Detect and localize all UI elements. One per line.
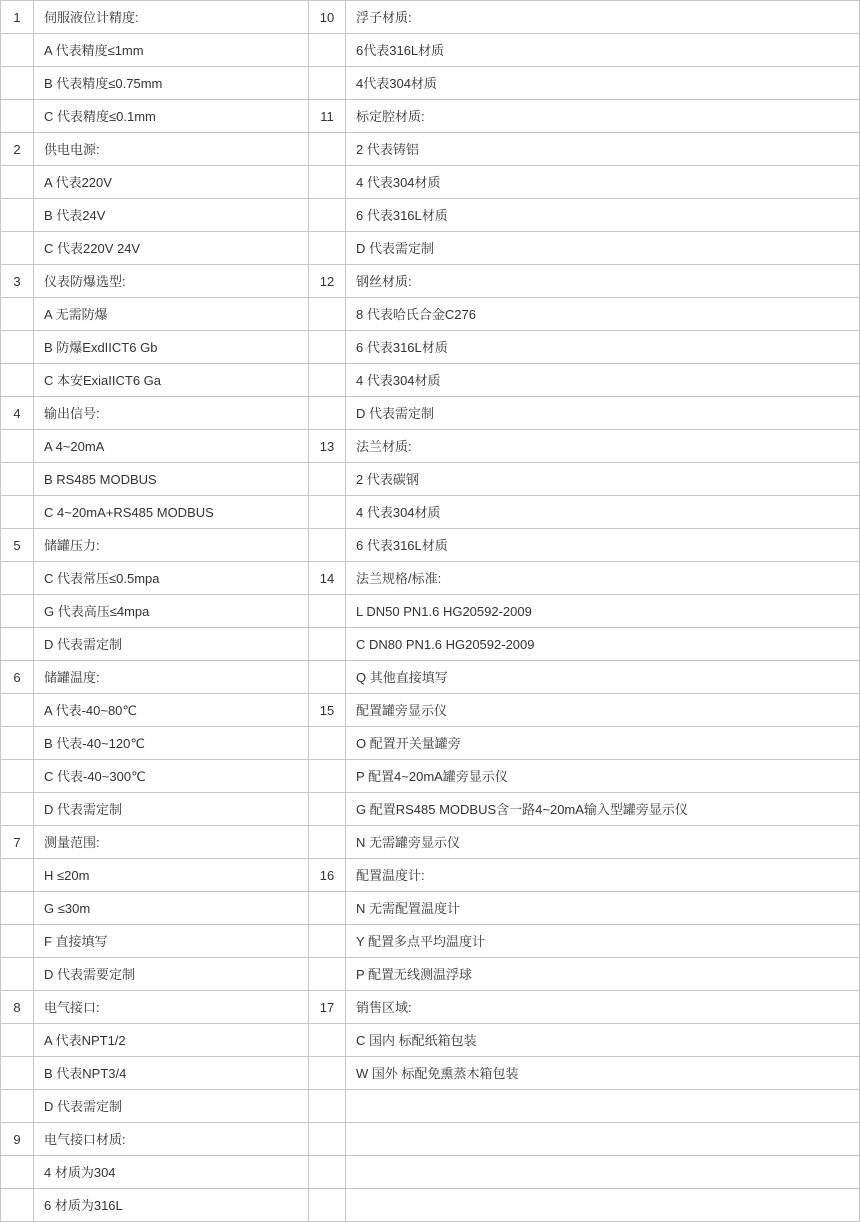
spec-option-text-cell: D 代表需定制 — [34, 1090, 309, 1123]
spec-item-number-cell: 11 — [309, 100, 346, 133]
spec-item-number-cell — [309, 166, 346, 199]
spec-option-text-cell: 伺服液位计精度: — [34, 1, 309, 34]
spec-option-text-cell: 销售区域: — [346, 991, 859, 1024]
spec-option-text-cell: P 配置无线测温浮球 — [346, 958, 859, 991]
spec-option-text-cell: B 代表精度≤0.75mm — [34, 67, 309, 100]
spec-option-text-cell: 标定腔材质: — [346, 100, 859, 133]
spec-option-text-cell: 2 代表碳钢 — [346, 463, 859, 496]
spec-item-number-cell — [309, 331, 346, 364]
spec-option-text-cell: 测量范围: — [34, 826, 309, 859]
spec-item-number-cell — [1, 694, 34, 727]
spec-item-number-cell — [1, 628, 34, 661]
spec-option-text-cell: G 配置RS485 MODBUS含一路4~20mA输入型罐旁显示仪 — [346, 793, 859, 826]
spec-option-text-cell: 电气接口: — [34, 991, 309, 1024]
spec-item-number-cell — [1, 595, 34, 628]
spec-option-text-cell: C 4~20mA+RS485 MODBUS — [34, 496, 309, 529]
spec-option-text-cell: C DN80 PN1.6 HG20592-2009 — [346, 628, 859, 661]
spec-item-number-cell — [1, 463, 34, 496]
spec-item-number-cell — [1, 760, 34, 793]
spec-item-number-cell — [309, 1024, 346, 1057]
spec-option-text-cell: A 无需防爆 — [34, 298, 309, 331]
spec-item-number-cell — [1, 430, 34, 463]
spec-option-text-cell: O 配置开关量罐旁 — [346, 727, 859, 760]
spec-option-text-cell: B RS485 MODBUS — [34, 463, 309, 496]
spec-item-number-cell — [1, 298, 34, 331]
spec-item-number-cell: 14 — [309, 562, 346, 595]
spec-option-text-cell: W 国外 标配免熏蒸木箱包装 — [346, 1057, 859, 1090]
spec-option-text-cell: D 代表需定制 — [34, 793, 309, 826]
spec-item-number-cell: 6 — [1, 661, 34, 694]
spec-option-text-cell: 配置罐旁显示仪 — [346, 694, 859, 727]
spec-option-text-cell: 6 代表316L材质 — [346, 199, 859, 232]
spec-option-text-cell: 8 代表哈氏合金C276 — [346, 298, 859, 331]
spec-option-text-cell: 6 代表316L材质 — [346, 331, 859, 364]
spec-item-number-cell — [309, 496, 346, 529]
spec-item-number-cell — [309, 67, 346, 100]
spec-item-number-cell — [1, 1024, 34, 1057]
spec-item-number-cell: 13 — [309, 430, 346, 463]
spec-option-text-cell: C 本安ExiaIICT6 Ga — [34, 364, 309, 397]
spec-option-text-cell: C 代表常压≤0.5mpa — [34, 562, 309, 595]
spec-option-text-cell: 法兰材质: — [346, 430, 859, 463]
spec-option-text-cell: Y 配置多点平均温度计 — [346, 925, 859, 958]
spec-item-number-cell — [309, 793, 346, 826]
spec-item-number-cell — [1, 1090, 34, 1123]
spec-item-number-cell — [1, 892, 34, 925]
spec-item-number-cell: 9 — [1, 1123, 34, 1156]
spec-option-text-cell: B 防爆ExdIICT6 Gb — [34, 331, 309, 364]
spec-option-text-cell — [346, 1123, 859, 1156]
spec-item-number-cell: 16 — [309, 859, 346, 892]
spec-item-number-cell: 2 — [1, 133, 34, 166]
spec-item-number-cell — [309, 34, 346, 67]
spec-item-number-cell: 12 — [309, 265, 346, 298]
spec-item-number-cell: 7 — [1, 826, 34, 859]
spec-option-text-cell: 6 代表316L材质 — [346, 529, 859, 562]
spec-item-number-cell — [309, 529, 346, 562]
spec-option-text-cell: P 配置4~20mA罐旁显示仪 — [346, 760, 859, 793]
spec-item-number-cell — [1, 1189, 34, 1222]
spec-option-text-cell: B 代表NPT3/4 — [34, 1057, 309, 1090]
spec-option-text-cell: 仪表防爆选型: — [34, 265, 309, 298]
spec-item-number-cell — [1, 925, 34, 958]
spec-item-number-cell — [1, 793, 34, 826]
spec-option-text-cell: D 代表需定制 — [346, 397, 859, 430]
spec-option-text-cell: 配置温度计: — [346, 859, 859, 892]
spec-item-number-cell — [1, 364, 34, 397]
spec-item-number-cell — [1, 496, 34, 529]
spec-item-number-cell — [309, 958, 346, 991]
spec-option-text-cell — [346, 1156, 859, 1189]
spec-item-number-cell — [309, 232, 346, 265]
spec-item-number-cell — [309, 595, 346, 628]
spec-option-text-cell: L DN50 PN1.6 HG20592-2009 — [346, 595, 859, 628]
spec-option-text-cell: C 代表精度≤0.1mm — [34, 100, 309, 133]
spec-item-number-cell — [1, 1156, 34, 1189]
spec-item-number-cell — [309, 298, 346, 331]
spec-option-text-cell: 法兰规格/标准: — [346, 562, 859, 595]
spec-item-number-cell — [309, 1189, 346, 1222]
spec-option-text-cell: N 无需配置温度计 — [346, 892, 859, 925]
spec-option-text-cell: G 代表高压≤4mpa — [34, 595, 309, 628]
spec-option-text-cell: N 无需罐旁显示仪 — [346, 826, 859, 859]
spec-option-text-cell: D 代表需定制 — [34, 628, 309, 661]
spec-option-text-cell: 电气接口材质: — [34, 1123, 309, 1156]
spec-item-number-cell — [309, 1090, 346, 1123]
spec-option-text-cell: 6 材质为316L — [34, 1189, 309, 1222]
spec-item-number-cell — [309, 199, 346, 232]
spec-option-text-cell — [346, 1090, 859, 1123]
spec-option-text-cell — [346, 1189, 859, 1222]
spec-option-text-cell: 4 代表304材质 — [346, 166, 859, 199]
spec-item-number-cell — [309, 133, 346, 166]
spec-option-text-cell: 浮子材质: — [346, 1, 859, 34]
spec-item-number-cell — [309, 628, 346, 661]
spec-item-number-cell — [309, 892, 346, 925]
spec-item-number-cell — [1, 958, 34, 991]
spec-option-text-cell: Q 其他直接填写 — [346, 661, 859, 694]
spec-option-text-cell: C 代表220V 24V — [34, 232, 309, 265]
spec-item-number-cell — [309, 925, 346, 958]
spec-option-text-cell: 4 代表304材质 — [346, 364, 859, 397]
spec-option-text-cell: A 代表-40~80℃ — [34, 694, 309, 727]
spec-item-number-cell — [309, 364, 346, 397]
spec-option-text-cell: A 代表精度≤1mm — [34, 34, 309, 67]
spec-option-text-cell: 供电电源: — [34, 133, 309, 166]
spec-item-number-cell: 17 — [309, 991, 346, 1024]
spec-item-number-cell — [1, 1057, 34, 1090]
spec-option-text-cell: 4代表304材质 — [346, 67, 859, 100]
spec-item-number-cell — [1, 562, 34, 595]
spec-item-number-cell — [1, 199, 34, 232]
spec-item-number-cell — [309, 463, 346, 496]
spec-item-number-cell: 4 — [1, 397, 34, 430]
spec-option-text-cell: 4 材质为304 — [34, 1156, 309, 1189]
spec-option-text-cell: A 代表NPT1/2 — [34, 1024, 309, 1057]
spec-item-number-cell — [1, 859, 34, 892]
spec-option-text-cell: D 代表需要定制 — [34, 958, 309, 991]
spec-item-number-cell — [309, 826, 346, 859]
spec-option-text-cell: D 代表需定制 — [346, 232, 859, 265]
spec-item-number-cell: 15 — [309, 694, 346, 727]
spec-option-text-cell: 2 代表铸铝 — [346, 133, 859, 166]
spec-item-number-cell — [309, 760, 346, 793]
spec-option-text-cell: 4 代表304材质 — [346, 496, 859, 529]
spec-item-number-cell: 10 — [309, 1, 346, 34]
spec-item-number-cell — [309, 1057, 346, 1090]
spec-option-text-cell: A 代表220V — [34, 166, 309, 199]
spec-option-text-cell: 储罐温度: — [34, 661, 309, 694]
spec-item-number-cell: 8 — [1, 991, 34, 1024]
spec-item-number-cell — [309, 397, 346, 430]
spec-option-text-cell: F 直接填写 — [34, 925, 309, 958]
spec-option-text-cell: G ≤30m — [34, 892, 309, 925]
spec-item-number-cell — [309, 661, 346, 694]
spec-option-text-cell: 钢丝材质: — [346, 265, 859, 298]
spec-item-number-cell: 3 — [1, 265, 34, 298]
spec-option-text-cell: 储罐压力: — [34, 529, 309, 562]
spec-item-number-cell — [1, 34, 34, 67]
spec-item-number-cell — [1, 100, 34, 133]
spec-option-text-cell: 6代表316L材质 — [346, 34, 859, 67]
spec-item-number-cell — [1, 67, 34, 100]
spec-option-text-cell: H ≤20m — [34, 859, 309, 892]
spec-option-text-cell: 输出信号: — [34, 397, 309, 430]
spec-item-number-cell — [309, 1156, 346, 1189]
spec-item-number-cell — [1, 166, 34, 199]
spec-option-text-cell: C 代表-40~300℃ — [34, 760, 309, 793]
spec-item-number-cell: 1 — [1, 1, 34, 34]
spec-option-text-cell: C 国内 标配纸箱包装 — [346, 1024, 859, 1057]
spec-option-text-cell: B 代表24V — [34, 199, 309, 232]
spec-item-number-cell — [1, 727, 34, 760]
spec-item-number-cell: 5 — [1, 529, 34, 562]
spec-option-text-cell: B 代表-40~120℃ — [34, 727, 309, 760]
spec-item-number-cell — [309, 1123, 346, 1156]
spec-item-number-cell — [309, 727, 346, 760]
spec-item-number-cell — [1, 331, 34, 364]
spec-option-text-cell: A 4~20mA — [34, 430, 309, 463]
spec-item-number-cell — [1, 232, 34, 265]
